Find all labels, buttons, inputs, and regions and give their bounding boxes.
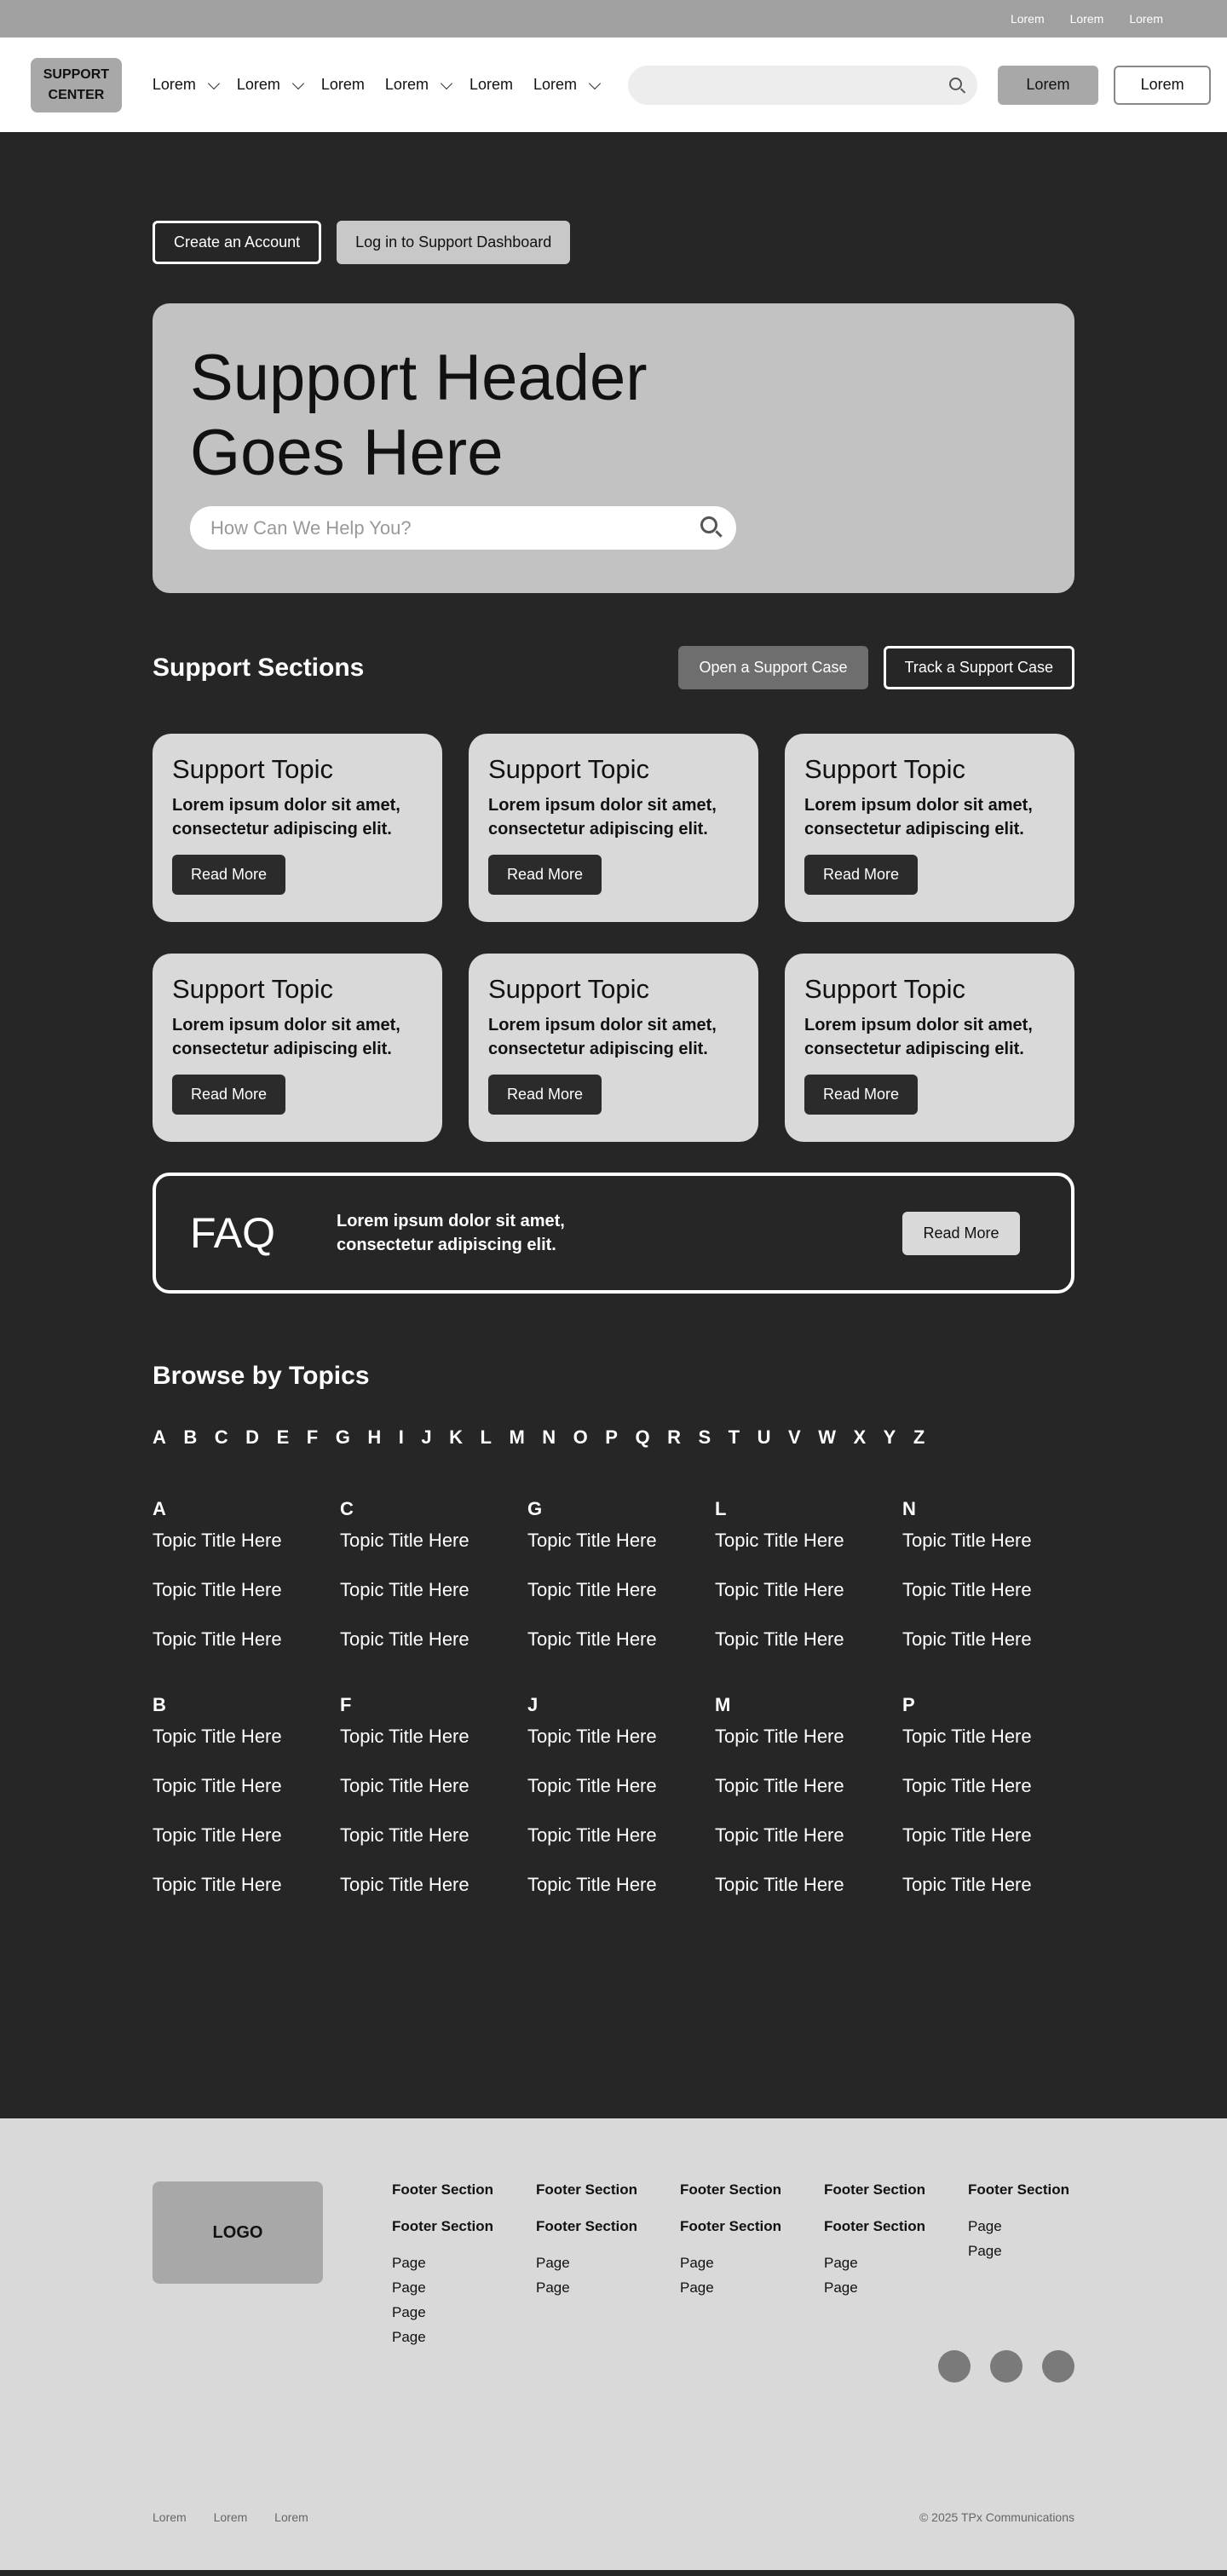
footer-page-link[interactable]: Page	[392, 2329, 426, 2345]
nav-label: Lorem	[152, 76, 196, 93]
utility-link[interactable]: Lorem	[1069, 12, 1104, 26]
alphabet-letter[interactable]: L	[480, 1426, 492, 1448]
alphabet-letter[interactable]: E	[276, 1426, 290, 1448]
topic-index	[153, 1498, 1074, 1939]
footer-bottom-link[interactable]: Lorem	[274, 2510, 308, 2524]
topic-link[interactable]: Topic Title Here	[527, 1628, 657, 1650]
footer-section-heading: Footer Section	[392, 2181, 494, 2198]
alphabet-letter[interactable]: F	[306, 1426, 319, 1448]
alphabet-letter[interactable]: Q	[635, 1426, 650, 1448]
topic-link[interactable]: Topic Title Here	[340, 1824, 469, 1846]
footer-section-heading: Footer Section	[680, 2181, 782, 2198]
topic-link[interactable]: Topic Title Here	[340, 1530, 469, 1551]
topic-link[interactable]: Topic Title Here	[153, 1579, 282, 1600]
letter-group	[527, 1498, 715, 1679]
topic-link[interactable]: Topic Title Here	[715, 1824, 844, 1846]
nav-item[interactable]	[469, 76, 513, 94]
letter-group	[902, 1498, 1090, 1679]
footer-page-link[interactable]: Page	[824, 2255, 858, 2271]
chevron-down-icon	[441, 77, 452, 89]
letter-heading: L	[715, 1498, 727, 1519]
header-secondary-button[interactable]: Lorem	[1114, 66, 1211, 105]
topic-card-title: Support Topic	[172, 754, 333, 784]
letter-heading: B	[153, 1694, 166, 1715]
footer-page-link[interactable]: Page	[392, 2255, 426, 2271]
footer-page-link[interactable]: Page	[392, 2304, 426, 2320]
footer-bottom-link[interactable]: Lorem	[153, 2510, 187, 2524]
faq-body: Lorem ipsum dolor sit amet, consectetur adipiscing elit.	[337, 1212, 565, 1254]
topic-link[interactable]: Topic Title Here	[527, 1874, 657, 1895]
footer-column	[824, 2181, 968, 2354]
topic-column	[527, 1498, 715, 1939]
nav-item[interactable]	[385, 76, 456, 94]
topic-link[interactable]: Topic Title Here	[527, 1726, 657, 1747]
footer-columns	[392, 2181, 1112, 2354]
letter-heading: P	[902, 1694, 915, 1715]
topic-card-title: Support Topic	[172, 974, 333, 1004]
topic-link[interactable]: Topic Title Here	[153, 1824, 282, 1846]
alphabet-letter[interactable]: M	[509, 1426, 525, 1448]
site-header	[0, 37, 1227, 132]
topic-link[interactable]: Topic Title Here	[902, 1726, 1032, 1747]
alphabet-letter[interactable]: C	[214, 1426, 228, 1448]
faq-read-more-button[interactable]: Read More	[902, 1212, 1020, 1255]
topic-column	[153, 1498, 340, 1939]
footer-section-heading: Footer Section	[392, 2218, 494, 2234]
alphabet-letter[interactable]: G	[335, 1426, 350, 1448]
topic-link[interactable]: Topic Title Here	[715, 1874, 844, 1895]
letter-heading: C	[340, 1498, 354, 1519]
footer-section-heading: Footer Section	[824, 2181, 926, 2198]
topic-column	[715, 1498, 902, 1939]
header-search-input[interactable]	[628, 66, 977, 105]
alphabet-letter[interactable]: P	[605, 1426, 618, 1448]
nav-label: Lorem	[384, 76, 429, 93]
nav-item[interactable]	[237, 76, 308, 94]
topic-link[interactable]: Topic Title Here	[715, 1530, 844, 1551]
nav-item[interactable]	[533, 76, 604, 94]
topic-link[interactable]: Topic Title Here	[340, 1579, 469, 1600]
letter-group	[715, 1694, 902, 1924]
header-primary-button[interactable]: Lorem	[998, 66, 1099, 105]
read-more-button[interactable]: Read More	[172, 855, 285, 895]
topic-link[interactable]: Topic Title Here	[902, 1775, 1032, 1796]
hero-title: Support Header Goes Here	[190, 342, 648, 489]
letter-heading: A	[153, 1498, 166, 1519]
footer-column	[680, 2181, 824, 2354]
alphabet-letter[interactable]: O	[573, 1426, 588, 1448]
read-more-button[interactable]: Read More	[488, 855, 602, 895]
topic-link[interactable]: Topic Title Here	[340, 1726, 469, 1747]
topic-column	[340, 1498, 527, 1939]
topic-link[interactable]: Topic Title Here	[715, 1726, 844, 1747]
letter-group	[340, 1498, 527, 1679]
topic-link[interactable]: Topic Title Here	[902, 1579, 1032, 1600]
footer-page-link[interactable]: Page	[680, 2279, 714, 2296]
topic-link[interactable]: Topic Title Here	[902, 1874, 1032, 1895]
topic-card-body: Lorem ipsum dolor sit amet, consectetur adipiscing elit.	[172, 796, 400, 838]
footer-section-heading: Footer Section	[968, 2181, 1070, 2198]
section-title: Support Sections	[153, 653, 365, 682]
topic-card-body: Lorem ipsum dolor sit amet, consectetur adipiscing elit.	[172, 1016, 400, 1058]
chevron-down-icon	[208, 77, 220, 89]
letter-group	[715, 1498, 902, 1679]
letter-group	[527, 1694, 715, 1924]
topic-link[interactable]: Topic Title Here	[902, 1824, 1032, 1846]
footer-page-link[interactable]: Page	[968, 2243, 1002, 2259]
login-dashboard-button[interactable]: Log in to Support Dashboard	[337, 221, 570, 264]
main-content	[153, 132, 1074, 1939]
footer-section-heading: Footer Section	[536, 2218, 638, 2234]
alphabet-letter[interactable]: I	[398, 1426, 404, 1448]
topic-link[interactable]: Topic Title Here	[340, 1874, 469, 1895]
letter-heading: G	[527, 1498, 543, 1519]
topic-card	[785, 734, 1074, 922]
utility-bar	[0, 0, 1227, 37]
topic-card	[469, 954, 758, 1142]
topic-link[interactable]: Topic Title Here	[340, 1628, 469, 1650]
search-placeholder: How Can We Help You?	[210, 516, 412, 539]
case-actions	[678, 646, 1074, 689]
alphabet-letter[interactable]: T	[728, 1426, 740, 1448]
alphabet-letter[interactable]: B	[183, 1426, 198, 1448]
account-actions	[153, 221, 1074, 264]
social-icon[interactable]	[1042, 2350, 1074, 2383]
social-icon[interactable]	[990, 2350, 1022, 2383]
alphabet-letter[interactable]: A	[153, 1426, 166, 1448]
nav-label: Lorem	[320, 76, 365, 93]
main-nav	[153, 76, 618, 94]
topic-link[interactable]: Topic Title Here	[153, 1530, 282, 1551]
topic-card	[153, 954, 442, 1142]
footer-logo[interactable]: LOGO	[153, 2181, 323, 2284]
alphabet-letter[interactable]: D	[245, 1426, 260, 1448]
topic-link[interactable]: Topic Title Here	[527, 1530, 657, 1551]
footer-page-link[interactable]: Page	[392, 2279, 426, 2296]
alphabet-letter[interactable]: R	[667, 1426, 681, 1448]
footer-bottom-link[interactable]: Lorem	[213, 2510, 248, 2524]
site-logo[interactable]: SUPPORT CENTER	[31, 58, 122, 112]
topic-link[interactable]: Topic Title Here	[153, 1628, 282, 1650]
footer-section-heading: Footer Section	[824, 2218, 926, 2234]
alphabet-letter[interactable]: Y	[883, 1426, 896, 1448]
topic-link[interactable]: Topic Title Here	[715, 1775, 844, 1796]
topic-card	[153, 734, 442, 922]
browse-title: Browse by Topics	[153, 1362, 370, 1390]
topic-link[interactable]: Topic Title Here	[340, 1775, 469, 1796]
topic-card-title: Support Topic	[488, 754, 649, 784]
nav-label: Lorem	[469, 76, 513, 93]
nav-item[interactable]	[321, 76, 365, 94]
topic-link[interactable]: Topic Title Here	[153, 1726, 282, 1747]
chevron-down-icon	[292, 77, 304, 89]
read-more-button[interactable]: Read More	[172, 1075, 285, 1115]
alphabet-letter[interactable]: W	[818, 1426, 836, 1448]
footer-page-link[interactable]: Page	[536, 2279, 570, 2296]
topic-card-body: Lorem ipsum dolor sit amet, consectetur adipiscing elit.	[488, 1016, 717, 1058]
hero-banner	[153, 303, 1074, 593]
topic-card-title: Support Topic	[804, 974, 965, 1004]
faq-banner	[153, 1173, 1074, 1294]
faq-title: FAQ	[190, 1209, 276, 1257]
read-more-button[interactable]: Read More	[804, 1075, 918, 1115]
letter-heading: J	[527, 1694, 539, 1715]
topic-link[interactable]: Topic Title Here	[527, 1775, 657, 1796]
topic-card	[469, 734, 758, 922]
search-icon[interactable]	[949, 78, 962, 90]
footer-page-link[interactable]: Page	[824, 2279, 858, 2296]
topic-card	[785, 954, 1074, 1142]
letter-heading: F	[340, 1694, 352, 1715]
letter-group	[340, 1694, 527, 1924]
letter-group	[902, 1694, 1090, 1924]
letter-heading: M	[715, 1694, 731, 1715]
alphabet-letter[interactable]: V	[788, 1426, 801, 1448]
support-sections-header	[153, 646, 1074, 689]
read-more-button[interactable]: Read More	[804, 855, 918, 895]
nav-label: Lorem	[236, 76, 280, 93]
footer-page-link[interactable]: Page	[968, 2218, 1002, 2234]
utility-link[interactable]: Lorem	[1129, 12, 1163, 26]
utility-link[interactable]: Lorem	[1010, 12, 1045, 26]
topic-card-body: Lorem ipsum dolor sit amet, consectetur adipiscing elit.	[488, 796, 717, 838]
topic-card-title: Support Topic	[804, 754, 965, 784]
topic-column	[902, 1498, 1090, 1939]
track-case-button[interactable]: Track a Support Case	[884, 646, 1074, 689]
footer-bottom	[153, 2510, 1074, 2524]
letter-group	[153, 1694, 340, 1924]
footer-section-heading: Footer Section	[680, 2218, 782, 2234]
topic-card-body: Lorem ipsum dolor sit amet, consectetur adipiscing elit.	[804, 1016, 1033, 1058]
alphabet-letter[interactable]: X	[853, 1426, 867, 1448]
alphabet-letter[interactable]: U	[757, 1426, 771, 1448]
alphabet-index	[153, 1426, 1074, 1449]
copyright: © 2025 TPx Communications	[919, 2510, 1074, 2524]
alphabet-letter[interactable]: H	[367, 1426, 382, 1448]
hero-search-input[interactable]	[190, 506, 736, 550]
topic-link[interactable]: Topic Title Here	[153, 1775, 282, 1796]
footer-section-heading: Footer Section	[536, 2181, 638, 2198]
topic-card-title: Support Topic	[488, 974, 649, 1004]
topic-link[interactable]: Topic Title Here	[902, 1530, 1032, 1551]
topic-link[interactable]: Topic Title Here	[715, 1579, 844, 1600]
social-links	[938, 2350, 1074, 2383]
footer-page-link[interactable]: Page	[536, 2255, 570, 2271]
topic-link[interactable]: Topic Title Here	[527, 1824, 657, 1846]
alphabet-letter[interactable]: S	[698, 1426, 711, 1448]
site-footer	[0, 2118, 1227, 2570]
footer-column	[536, 2181, 680, 2354]
topic-link[interactable]: Topic Title Here	[902, 1628, 1032, 1650]
alphabet-letter[interactable]: K	[449, 1426, 463, 1448]
nav-label: Lorem	[533, 76, 578, 93]
letter-group	[153, 1498, 340, 1679]
open-case-button[interactable]: Open a Support Case	[678, 646, 867, 689]
letter-heading: N	[902, 1498, 916, 1519]
chevron-down-icon	[589, 77, 601, 89]
topic-link[interactable]: Topic Title Here	[153, 1874, 282, 1895]
create-account-button[interactable]: Create an Account	[153, 221, 321, 264]
support-topic-grid	[153, 734, 1074, 1142]
topic-card-body: Lorem ipsum dolor sit amet, consectetur adipiscing elit.	[804, 796, 1033, 838]
read-more-button[interactable]: Read More	[488, 1075, 602, 1115]
topic-link[interactable]: Topic Title Here	[715, 1628, 844, 1650]
social-icon[interactable]	[938, 2350, 971, 2383]
alphabet-letter[interactable]: N	[542, 1426, 556, 1448]
alphabet-letter[interactable]: J	[421, 1426, 432, 1448]
topic-link[interactable]: Topic Title Here	[527, 1579, 657, 1600]
alphabet-letter[interactable]: Z	[913, 1426, 925, 1448]
search-icon[interactable]	[700, 516, 717, 533]
footer-page-link[interactable]: Page	[680, 2255, 714, 2271]
footer-column	[392, 2181, 536, 2354]
footer-column	[968, 2181, 1112, 2354]
nav-item[interactable]	[153, 76, 223, 94]
